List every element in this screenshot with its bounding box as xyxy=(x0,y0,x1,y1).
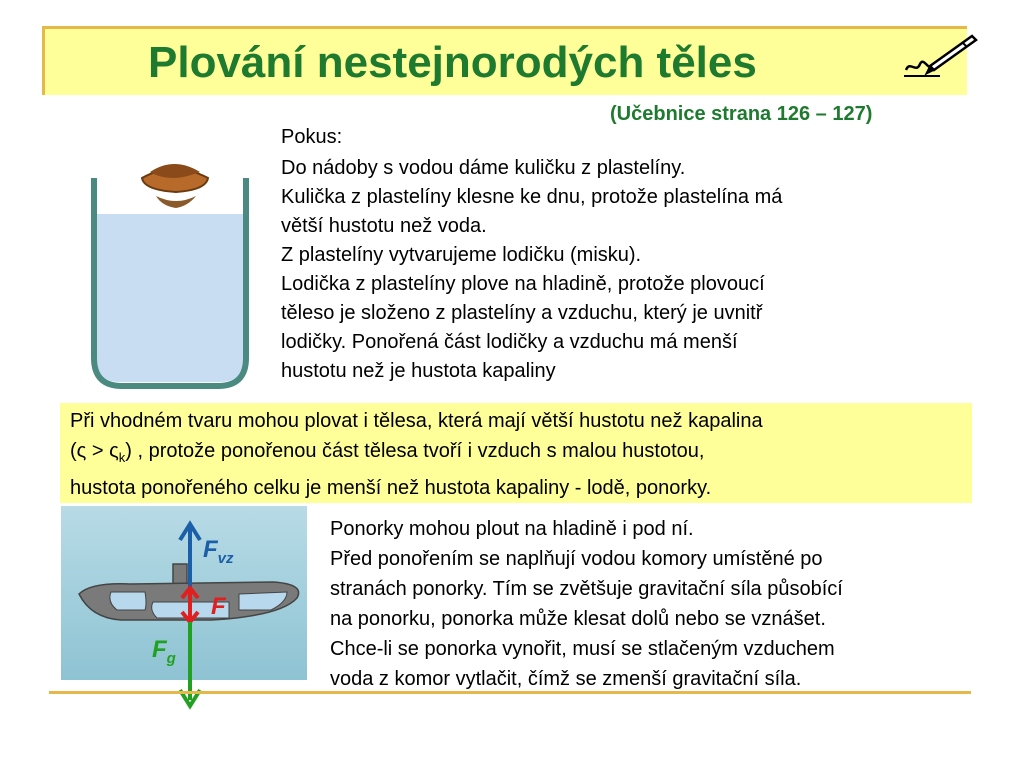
highlight-box xyxy=(60,403,972,503)
submarine-line: Chce-li se ponorka vynořit, musí se stlačeným vzduchem xyxy=(330,638,835,660)
bottom-divider xyxy=(49,691,971,694)
beaker-illustration xyxy=(84,150,256,390)
experiment-text-continued xyxy=(281,183,782,386)
net-force-label: F xyxy=(211,593,226,620)
submarine-line: stranách ponorky. Tím se zvětšuje gravitační síla působící xyxy=(330,578,843,600)
highlight-line: Při vhodném tvaru mohou plovat i tělesa, která mají větší hustotu než kapalina xyxy=(70,410,763,432)
experiment-line: lodičky. Ponořená část lodičky a vzduchu má menší xyxy=(281,331,738,353)
gravity-force-label: $F_g$ xyxy=(152,636,176,667)
textbook-reference: (Učebnice strana 126 – 127) xyxy=(610,103,873,125)
submarine-illustration xyxy=(61,506,307,680)
submarine-line: voda z komor vytlačit, čímž se zmenší gravitační síla. xyxy=(330,668,802,690)
plasticine-boat xyxy=(142,164,208,208)
page-title: Plování nestejnorodých těles xyxy=(148,38,757,87)
experiment-text xyxy=(281,155,685,182)
experiment-line: větší hustotu než voda. xyxy=(281,215,487,237)
submarine-text xyxy=(330,514,843,694)
experiment-line: Lodička z plastelíny plove na hladině, protože plovoucí xyxy=(281,273,765,295)
experiment-line: těleso je složeno z plastelíny a vzduchu, který je uvnitř xyxy=(281,302,763,324)
highlight-line: hustota ponořeného celku je menší než hustota kapaliny - lodě, ponorky. xyxy=(70,477,712,499)
experiment-line: Kulička z plastelíny klesne ke dnu, protože plastelína má xyxy=(281,186,783,208)
submarine-line: Ponorky mohou plout na hladině i pod ní. xyxy=(330,518,694,540)
submarine-line: na ponorku, ponorka může klesat dolů nebo se vznášet. xyxy=(330,608,826,630)
submarine xyxy=(79,564,299,620)
submarine-line: Před ponořením se naplňují vodou komory umístěné po xyxy=(330,548,823,570)
highlight-line: $(\varsigma > \varsigma_k)$ , protože ponořenou část tělesa tvoří i vzduch s malou hustotou, xyxy=(70,440,705,465)
water xyxy=(96,214,244,382)
experiment-heading: Pokus: xyxy=(281,126,343,148)
experiment-line: Z plastelíny vytvarujeme lodičku (misku). xyxy=(281,244,642,266)
buoyant-force-label: $F_{vz}$ xyxy=(203,536,234,567)
experiment-line: hustotu než je hustota kapaliny xyxy=(281,360,556,382)
experiment-line: Do nádoby s vodou dáme kuličku z plastelíny. xyxy=(281,157,686,179)
pen-writing-icon xyxy=(900,30,980,82)
